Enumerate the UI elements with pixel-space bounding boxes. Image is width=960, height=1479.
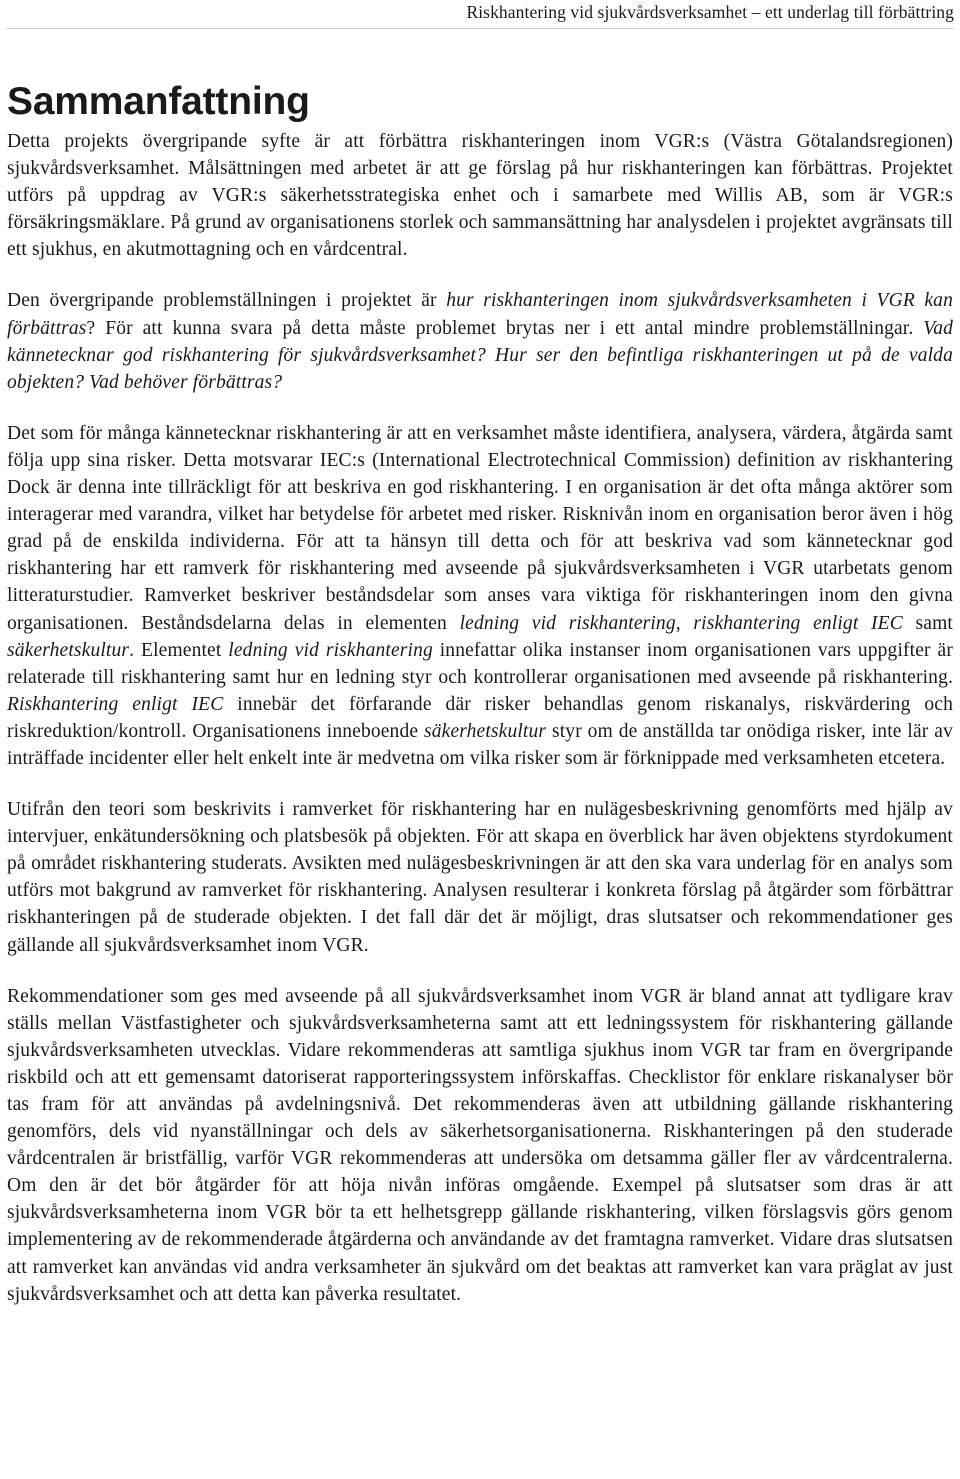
text-run: ? För att kunna svara på detta måste problemet brytas ner i ett antal mindre problemställningar.: [86, 317, 924, 339]
text-run: Utifrån den teori som beskrivits i ramverket för riskhantering har en nulägesbeskrivning genomförts med hjälp av intervjuer, enkätundersökning och platsbesök på objekten. För att skapa en överblick har även objektens styrdokument på området riskhantering studerats. Avsikten med nulägesbeskrivningen är att den ska vara underlag för en analys som utförs mot bakgrund av ramverket för riskhantering. Analysen resulterar i konkreta förslag på åtgärder som förbättrar riskhanteringen på de studerade objekten. I det fall där det är möjligt, dras slutsatser och rekommendationer ges gällande all sjukvårdsverksamhet inom VGR.: [7, 799, 953, 956]
section-heading: Sammanfattning: [7, 80, 310, 123]
text-run: styr om de anställda tar onödiga risker, inte lär av inträffade incidenter eller helt enkelt inte är medvetna om vilka risker som är förknippade med verksamheten etcetera.: [7, 720, 953, 769]
body-paragraph: [7, 420, 953, 772]
body-paragraph: [7, 287, 953, 395]
italic-phrase: ledning vid riskhantering: [459, 612, 676, 634]
text-run: innebär det förfarande där risker behandlas genom riskanalys, riskvärdering och riskreduktion/kontroll. Organisationens inneboende: [7, 693, 953, 742]
body-paragraph: [7, 128, 953, 263]
body-paragraph: [7, 983, 953, 1308]
text-run: . Elementet: [129, 639, 229, 661]
text-run: Detta projekts övergripande syfte är att förbättra riskhanteringen inom VGR:s (Västra Götalandsregionen) sjukvårdsverksamhet. Målsättningen med arbetet är att ge förslag på hur riskhanteringen kan förbättras. Projektet utförs på uppdrag av VGR:s säkerhetsstrategiska enhet och i samarbete med Willis AB, som är VGR:s försäkringsmäklare. På grund av organisationens storlek och sammansättning har analysdelen i projektet avgränsats till ett sjukhus, en akutmottagning och en vårdcentral.: [7, 131, 953, 261]
italic-phrase: riskhantering enligt IEC: [693, 612, 903, 634]
running-header: Riskhantering vid sjukvårdsverksamhet – ett underlag till förbättring: [466, 2, 954, 22]
text-run: samt: [902, 612, 953, 634]
italic-phrase: säkerhetskultur: [7, 639, 130, 661]
header-divider: [6, 28, 954, 29]
text-run: Den övergripande problemställningen i projektet är: [7, 290, 447, 312]
italic-phrase: Vad kännetecknar god riskhantering för sjukvårdsverksamhet? Hur ser den befintliga riskhanteringen ut på de valda objekten? Vad behöver förbättras?: [7, 317, 953, 393]
paragraph-list: [7, 128, 953, 1308]
italic-phrase: Riskhantering enligt IEC: [7, 693, 224, 715]
body-paragraph: [7, 796, 953, 959]
text-run: innefattar olika instanser inom organisationen vars uppgifter är relaterade till riskhantering samt hur en ledning styr och kontrollerar organisationen med avseende på riskhantering.: [7, 639, 953, 688]
text-run: Det som för många kännetecknar riskhantering är att en verksamhet måste identifiera, analysera, värdera, åtgärda samt följa upp sina risker. Detta motsvarar IEC:s (International Electrotechnical Commission) definition av riskhantering Dock är denna inte tillräckligt för att beskriva en god riskhantering. I en organisation är det ofta många aktörer som interagerar med varandra, vilket har betydelse för arbetet med risker. Risknivån inom en organisation beror även i hög grad på de enskilda individerna. För att ta hänsyn till detta och för att beskriva vad som kännetecknar god riskhantering har ett ramverk för riskhantering med avseende på sjukvårdsverksamheten i VGR utarbetats genom litteraturstudier. Ramverket beskriver beståndsdelar som anses vara viktiga för riskhanteringen inom den givna organisationen. Beståndsdelarna delas in elementen: [7, 422, 953, 634]
italic-phrase: säkerhetskultur: [424, 720, 547, 742]
italic-phrase: ledning vid riskhantering: [228, 639, 433, 661]
italic-phrase: hur riskhanteringen inom sjukvårdsverksamheten i VGR kan förbättras: [7, 290, 953, 339]
document-body: [7, 78, 953, 1332]
text-run: Rekommendationer som ges med avseende på all sjukvårdsverksamhet inom VGR är bland annat att tydligare krav ställs mellan Västfastigheter och sjukvårdsverksamheterna samt att ett ledningssystem för riskhantering gällande sjukvårdsverksamheten utvecklas. Vidare rekommenderas att samtliga sjukhus inom VGR tar fram en övergripande riskbild och att ett gemensamt datoriserat rapporteringssystem införskaffas. Checklistor för enklare riskanalyser bör tas fram för att användas på avdelningsnivå. Det rekommenderas även att utbildning gällande riskhantering genomförs, dels vid nyanställningar och dels av säkerhetsorganisationerna. Riskhanteringen på den studerade vårdcentralen är bristfällig, varför VGR rekommenderas att undersöka om detsamma gäller fler av vårdcentralerna. Om den är det bör åtgärder för att höja nivån införas omgående. Exempel på slutsatser som dras är att sjukvårdsverksamheterna inom VGR bör ta ett helhetsgrepp gällande riskhantering, vilken förslagsvis görs genom implementering av de rekommenderade åtgärderna och användande av det framtagna ramverket. Vidare dras slutsatsen att ramverket kan användas vid andra verksamheter än sjukvård om det beaktas att ramverket kan vara präglat av just sjukvårdsverksamhet och att detta kan påverka resultatet.: [7, 985, 953, 1305]
text-run: ,: [675, 612, 694, 634]
